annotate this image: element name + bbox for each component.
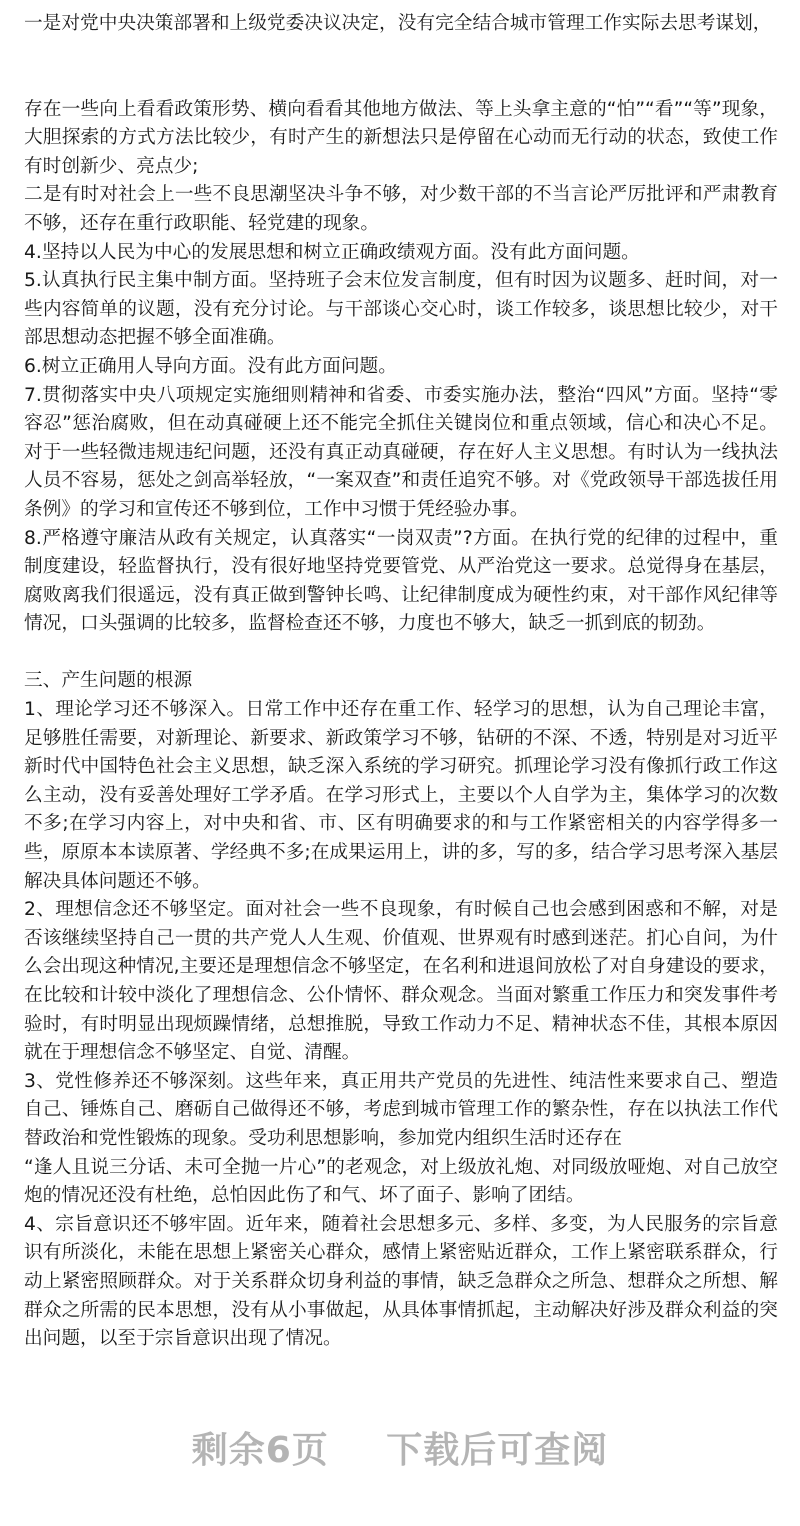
paragraph: 2、理想信念还不够坚定。面对社会一些不良现象，有时候自己也会感到困惑和不解，对是否该继续坚持自己一贯的共产党人人生观、价值观、世界观有时感到迷茫。扪心自问，为什么会出现这种情况,主要还是理想信念不够坚定，在名利和进退间放松了对自身建设的要求，在比较和计较中淡化了理想信念、公仆情怀、群众观念。当面对繁重工作压力和突发事件考验时，有时明显出现烦躁情绪，总想推脱，导致工作动力不足、精神状态不佳，其根本原因就在于理想信念不够坚定、自觉、清醒。: [24, 899, 778, 1064]
document-body: [24, 10, 778, 1354]
paragraph: 3、党性修养还不够深刻。这些年来，真正用共产党员的先进性、纯洁性来要求自己、塑造自己、锤炼自己、磨砺自己做得还不够，考虑到城市管理工作的繁杂性，存在以执法工作代替政治和党性锻炼的现象。受功利思想影响，参加党内组织生活时还存在: [24, 1070, 778, 1149]
paragraph: 5.认真执行民主集中制方面。坚持班子会末位发言制度，但有时因为议题多、赶时间，对一些内容简单的议题，没有充分讨论。与干部谈心交心时，谈工作较多，谈思想比较少，对干部思想动态把握不够全面准确。: [24, 270, 778, 349]
paragraph: 一是对党中央决策部署和上级党委决议决定，没有完全结合城市管理工作实际去思考谋划，: [24, 13, 772, 34]
paragraph: “逢人且说三分话、未可全抛一片心”的老观念，对上级放礼炮、对同级放哑炮、对自己放空炮的情况还没有杜绝，总怕因此伤了和气、坏了面子、影响了团结。: [24, 1156, 778, 1207]
paragraph: 7.贯彻落实中央八项规定实施细则精神和省委、市委实施办法，整治“四风”方面。坚持“零容忍”惩治腐败，但在动真碰硬上还不能完全抓住关键岗位和重点领域，信心和决心不足。对于一些轻微违规违纪问题，还没有真正动真碰硬，存在好人主义思想。有时认为一线执法人员不容易，惩处之剑高举轻放，“一案双查”和责任追究不够。对《党政领导干部选拔任用条例》的学习和宣传还不够到位，工作中习惯于凭经验办事。: [24, 384, 778, 520]
paragraph: 1、理论学习还不够深入。日常工作中还存在重工作、轻学习的思想，认为自己理论丰富，足够胜任需要，对新理论、新要求、新政策学习不够，钻研的不深、不透，特别是对习近平新时代中国特色社会主义思想，缺乏深入系统的学习研究。抓理论学习没有像抓行政工作这么主动，没有妥善处理好工学矛盾。在学习形式上，主要以个人自学为主，集体学习的次数不多;在学习内容上，对中央和省、市、区有明确要求的和与工作紧密相关的内容学得多一些，原原本本读原著、学经典不多;在成果运用上，讲的多，写的多，结合学习思考深入基层解决具体问题还不够。: [24, 699, 778, 892]
paragraph: 4、宗旨意识还不够牢固。近年来，随着社会思想多元、多样、多变，为人民服务的宗旨意识有所淡化，未能在思想上紧密关心群众，感情上紧密贴近群众，工作上紧密联系群众，行动上紧密照顾群众。对于关系群众切身利益的事情，缺乏急群众之所急、想群众之所想、解群众之所需的民本思想，没有从小事做起，从具体事情抓起，主动解决好涉及群众利益的突出问题，以至于宗旨意识出现了情况。: [24, 1213, 778, 1350]
paragraph: 4.坚持以人民为中心的发展思想和树立正确政绩观方面。没有此方面问题。: [24, 241, 640, 263]
section-heading: 三、产生问题的根源: [24, 670, 193, 692]
spacer: [24, 39, 778, 96]
paragraph: 8.严格遵守廉洁从政有关规定，认真落实“一岗双责”?方面。在执行党的纪律的过程中，重制度建设，轻监督执行，没有很好地坚持党要管党、从严治党这一要求。总觉得身在基层，腐败离我们很遥远，没有真正做到警钟长鸣、让纪律制度成为硬性约束，对干部作风纪律等情况，口头强调的比较多，监督检查还不够，力度也不够大，缺乏一抓到底的韧劲。: [24, 527, 778, 635]
preview-limit-banner[interactable]: [0, 1422, 800, 1473]
paragraph: 存在一些向上看看政策形势、横向看看其他地方做法、等上头拿主意的“怕”“看”“等”现象，大胆探索的方式方法比较少，有时产生的新想法只是停留在心动而无行动的状态，致使工作有时创新少、亮点少;: [24, 98, 778, 177]
spacer: [24, 639, 778, 668]
paragraph: 二是有时对社会上一些不良思潮坚决斗争不够，对少数干部的不当言论严厉批评和严肃教育不够，还存在重行政职能、轻党建的现象。: [24, 184, 778, 234]
paragraph: 6.树立正确用人导向方面。没有此方面问题。: [24, 355, 397, 377]
download-hint-label[interactable]: 下载后可查阅: [386, 1430, 609, 1471]
remaining-pages-label: 剩余6页: [191, 1430, 329, 1471]
